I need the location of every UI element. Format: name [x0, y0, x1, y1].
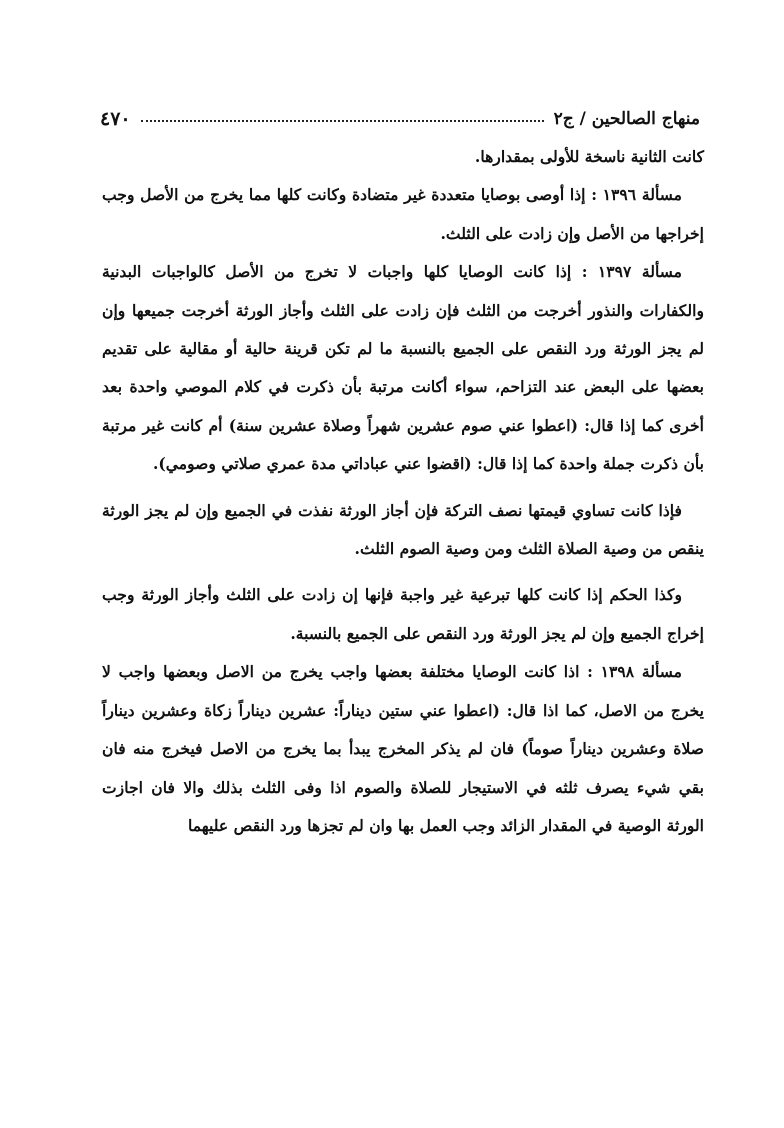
paragraph-text: فإذا كانت تساوي قيمتها نصف التركة فإن أجاز الورثة نفذت في الجميع وإن لم يجز الورثة ينقص من وصية الصلاة الثلث ومن وصية الصوم الثلث.	[102, 500, 704, 559]
paragraph-text: كانت الثانية ناسخة للأولى بمقدارها.	[474, 147, 704, 166]
paragraph	[102, 253, 704, 483]
paragraph	[102, 576, 704, 653]
issue-number: مسألة ١٣٩٧ :	[581, 262, 682, 282]
issue-number: مسألة ١٣٩٨ :	[587, 662, 682, 682]
paragraph	[102, 653, 704, 845]
header-dot-leader	[141, 120, 544, 122]
paragraph-text: وكذا الحكم إذا كانت كلها تبرعية غير واجبة فإنها إن زادت على الثلث وأجاز الورثة وجب إخراج الجميع وإن لم يجز الورثة ورد النقص على الجميع بالنسبة.	[102, 585, 704, 643]
paragraph-text: إذا كانت الوصايا كلها واجبات لا تخرج من الأصل كالواجبات البدنية والكفارات والنذور أخرجت من الثلث فإن زادت على الثلث وأجاز الورثة أخرجت جميعها وإن لم يجز الورثة ورد النقص على الجميع بالنسبة ما لم تكن قرينة حالية أو مقالية على تقديم بعضها على البعض عند التزاحم، سواء أكانت مرتبة بأن ذكرت في كلام الموصي واحدة بعد أخرى كما إذا قال: (اعطوا عني صوم عشرين شهراً وصلاة عشرين سنة) أم كانت غير مرتبة بأن ذكرت جملة واحدة كما إذا قال: (اقضوا عني عباداتي مدة عمري صلاتي وصومي).	[102, 262, 704, 474]
page-body	[102, 138, 704, 845]
issue-number: مسألة ١٣٩٦ :	[591, 185, 683, 205]
paragraph-text: إذا أوصى بوصايا متعددة غير متضادة وكانت كلها مما يخرج من الأصل وجب إخراجها من الأصل وإن زادت على الثلث.	[102, 185, 704, 243]
running-header	[100, 104, 700, 134]
paragraph	[102, 176, 704, 253]
page-number: ٤٧٠	[100, 108, 131, 130]
paragraph	[102, 138, 704, 176]
book-title: منهاج الصالحين / ج٢	[553, 109, 700, 129]
paragraph	[102, 492, 704, 569]
paragraph-text: اذا كانت الوصايا مختلفة بعضها واجب يخرج من الاصل وبعضها واجب لا يخرج من الاصل، كما اذا قال: (اعطوا عني ستين ديناراً: عشرين ديناراً زكاة وعشرين ديناراً صلاة وعشرين ديناراً صوماً) فان لم يذكر المخرج يبدأ بما يخرج من الاصل فيخرج منه فان بقي شيء يصرف ثلثه في الاستيجار للصلاة والصوم اذا وفى الثلث بذلك والا فان اجازت الورثة الوصية في المقدار الزائد وجب العمل بها وان لم تجزها ورد النقص عليهما	[102, 662, 704, 835]
